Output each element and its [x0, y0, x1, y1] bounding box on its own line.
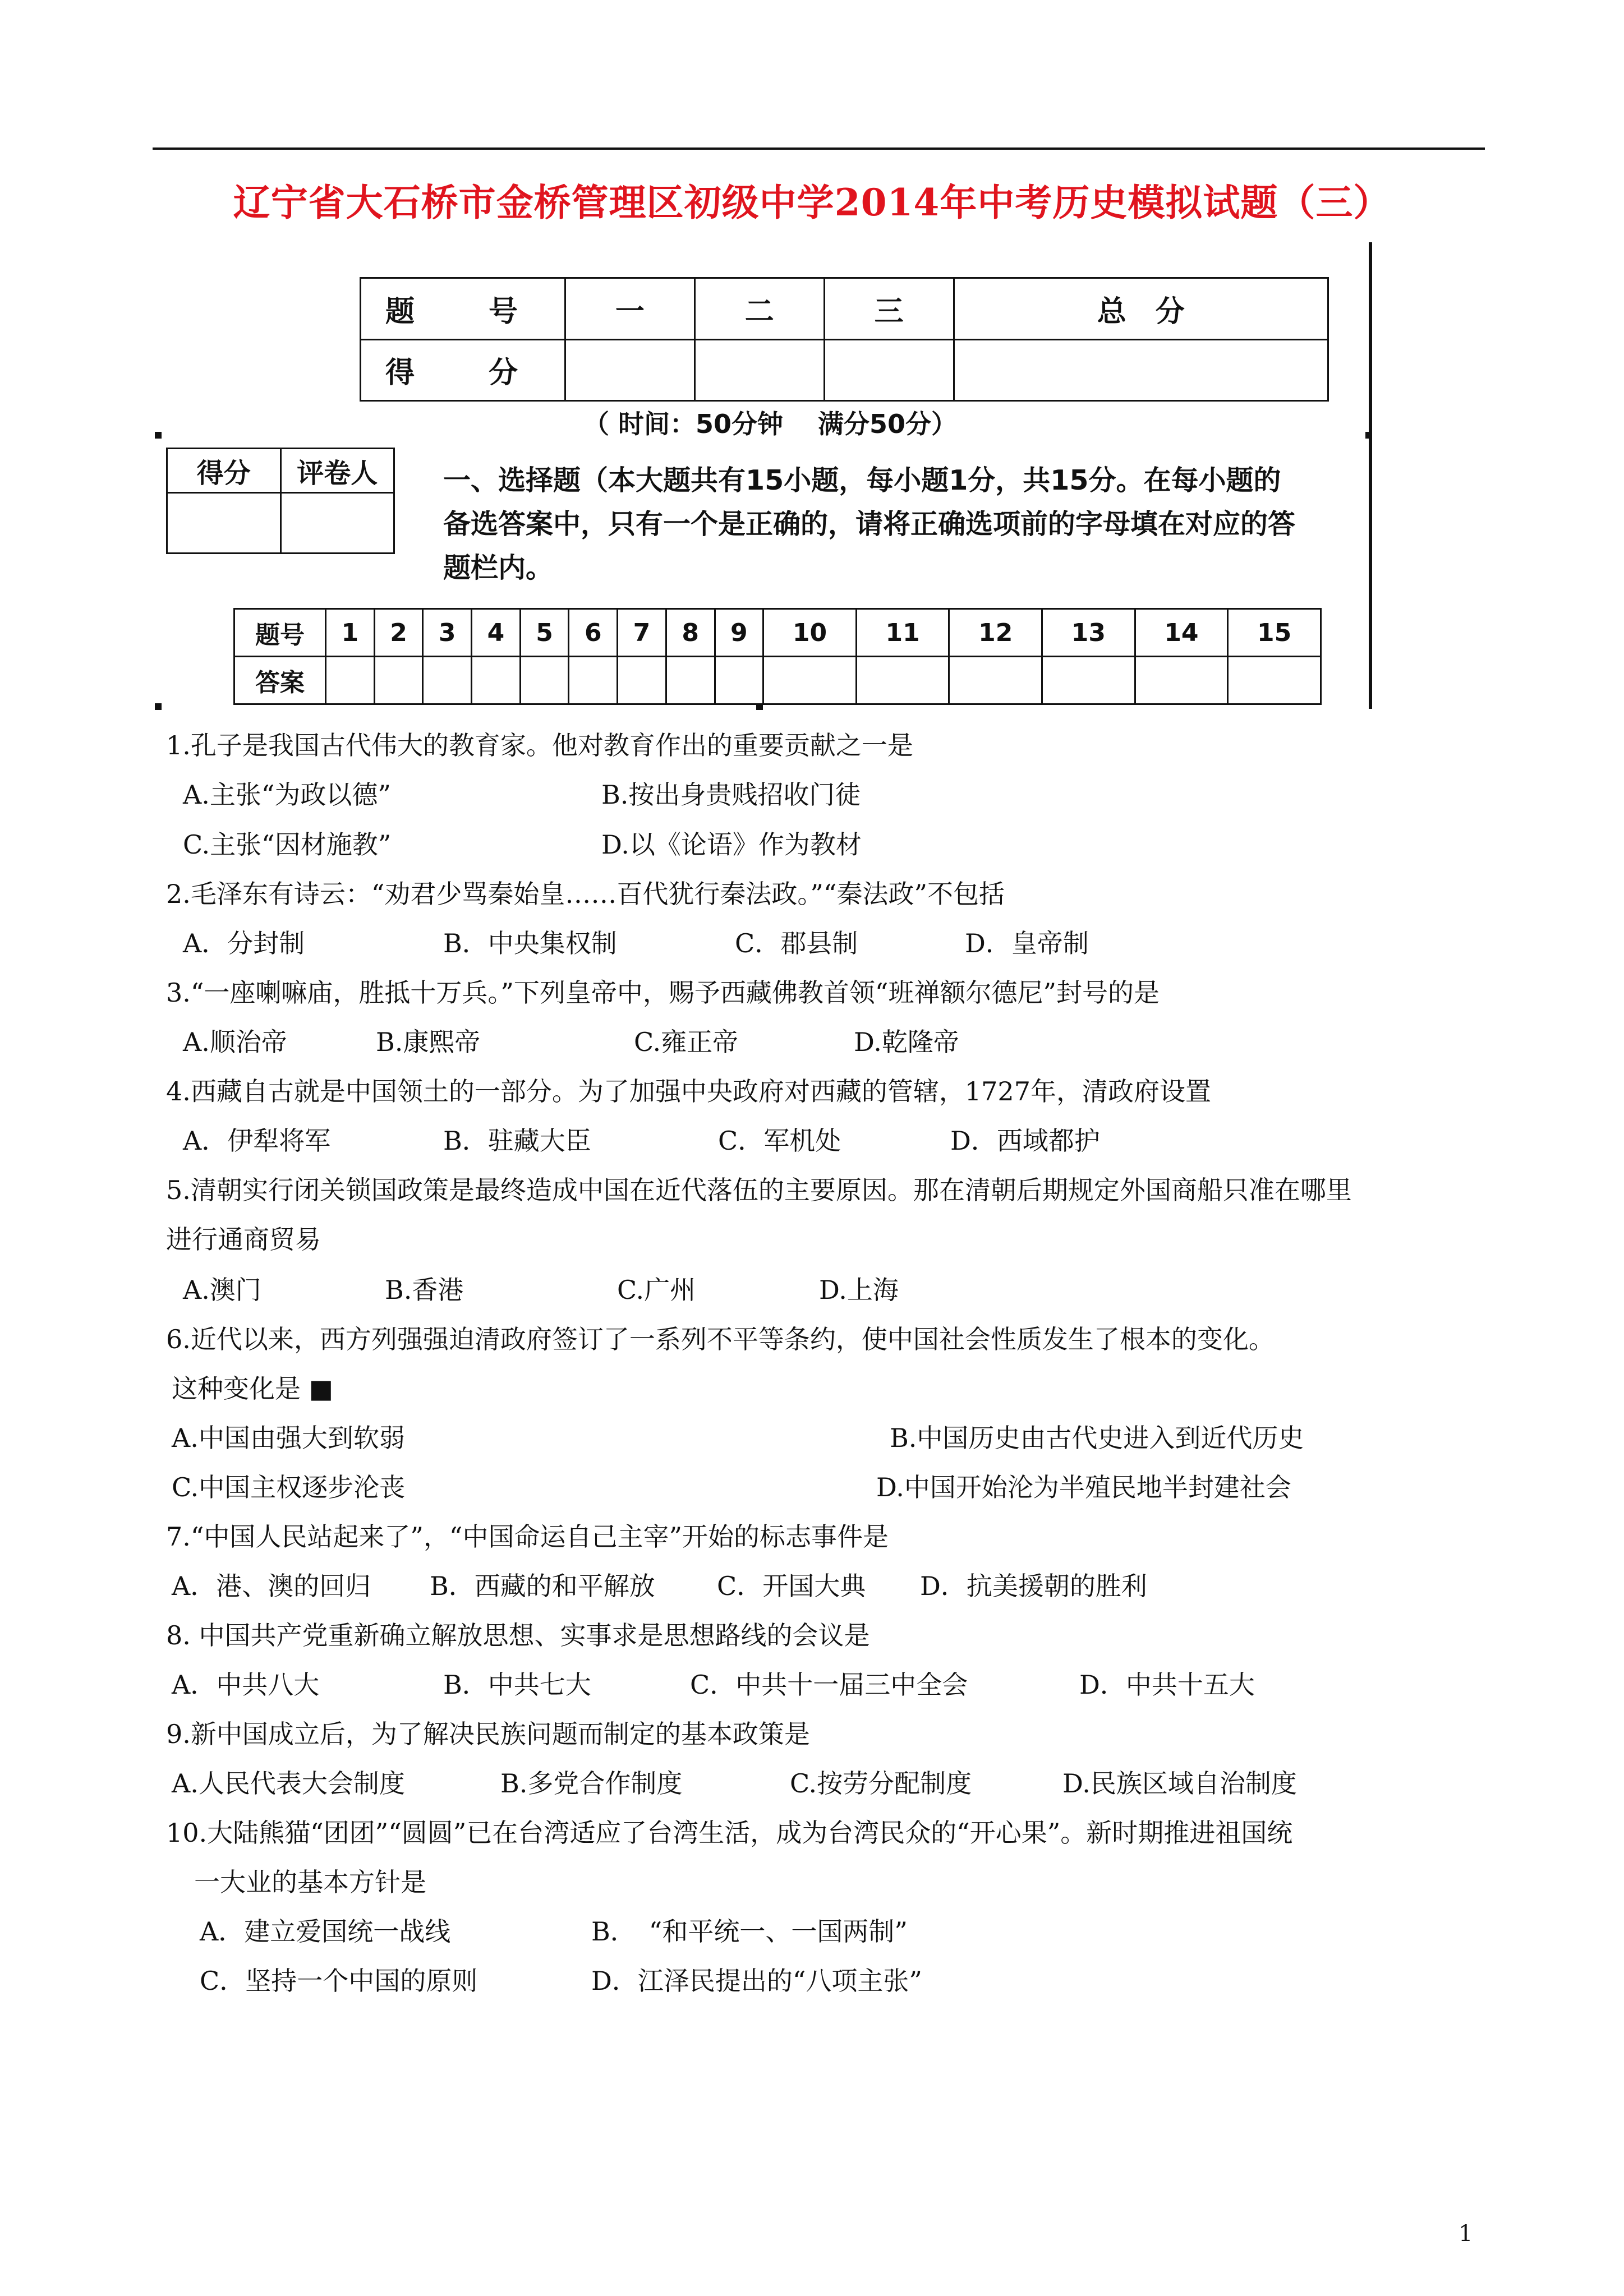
option: A.顺治帝	[183, 1027, 287, 1057]
option: D.以《论语》作为教材	[601, 829, 862, 860]
grader-table	[166, 448, 395, 554]
option: A．港、澳的回归	[172, 1571, 371, 1601]
option: D．抗美援朝的胜利	[920, 1571, 1147, 1601]
option: A．建立爱国统一战线	[200, 1916, 451, 1947]
answer-row-label: 题号	[234, 609, 326, 657]
answer-input-cell[interactable]	[520, 657, 569, 704]
option: A．伊犁将军	[183, 1126, 331, 1156]
option: C.广州	[617, 1275, 696, 1305]
option: B． “和平统一、一国两制”	[591, 1916, 908, 1947]
answer-number-cell: 8	[666, 609, 715, 657]
option: B.中国历史由古代史进入到近代历史	[890, 1423, 1304, 1453]
binding-line	[1369, 242, 1372, 709]
option: A.人民代表大会制度	[172, 1768, 405, 1799]
answer-number-cell: 3	[423, 609, 472, 657]
answer-input-cell[interactable]	[374, 657, 423, 704]
answer-number-cell: 15	[1228, 609, 1321, 657]
option: A.澳门	[183, 1275, 261, 1305]
score-cell[interactable]	[565, 339, 695, 401]
grader-name-header: 评卷人	[280, 449, 394, 493]
option: C.按劳分配制度	[790, 1768, 972, 1799]
score-header-cell: 一	[565, 278, 695, 340]
question-stem: 9.新中国成立后，为了解决民族问题而制定的基本政策是	[166, 1719, 810, 1749]
answer-input-cell[interactable]	[569, 657, 618, 704]
question-stem: 3.“一座喇嘛庙，胜抵十万兵。”下列皇帝中，赐予西藏佛教首领“班禅额尔德尼”封号的是	[166, 978, 1160, 1008]
question-stem: 1.孔子是我国古代伟大的教育家。他对教育作出的重要贡献之一是	[166, 730, 913, 760]
answer-input-cell[interactable]	[423, 657, 472, 704]
answer-input-cell[interactable]	[715, 657, 763, 704]
answer-number-cell: 12	[949, 609, 1042, 657]
option: B.香港	[385, 1275, 464, 1305]
option: B．西藏的和平解放	[430, 1571, 655, 1601]
grader-score-cell[interactable]	[167, 493, 281, 554]
answer-number-cell: 11	[856, 609, 949, 657]
score-row-label: 得 分	[361, 339, 565, 401]
option: D．西域都护	[950, 1126, 1100, 1156]
option: C．坚持一个中国的原则	[200, 1966, 478, 1996]
option: B.按出身贵贱招收门徒	[601, 780, 861, 810]
top-rule	[153, 147, 1485, 150]
answer-input-cell[interactable]	[618, 657, 666, 704]
answer-number-cell: 14	[1135, 609, 1228, 657]
answer-number-cell: 13	[1042, 609, 1135, 657]
option: D.中国开始沦为半殖民地半封建社会	[876, 1472, 1291, 1502]
answer-input-cell[interactable]	[666, 657, 715, 704]
answer-number-cell: 1	[326, 609, 375, 657]
option: B．驻藏大臣	[443, 1126, 591, 1156]
question-stem: 6.近代以来，西方列强强迫清政府签订了一系列不平等条约，使中国社会性质发生了根本的变化。	[166, 1324, 1275, 1354]
question-stem: 2.毛泽东有诗云：“劝君少骂秦始皇……百代犹行秦法政。”“秦法政”不包括	[166, 879, 1005, 909]
answer-input-cell[interactable]	[856, 657, 949, 704]
option: C.中国主权逐步沦丧	[172, 1472, 406, 1502]
score-header-cell: 总 分	[954, 278, 1328, 340]
answer-number-cell: 2	[374, 609, 423, 657]
option: B．中央集权制	[443, 928, 617, 958]
option: B.多党合作制度	[500, 1768, 683, 1799]
option: D.上海	[819, 1275, 899, 1305]
option: C.雍正帝	[634, 1027, 739, 1057]
option: C．中共十一届三中全会	[690, 1670, 968, 1700]
option: B．中共七大	[443, 1670, 591, 1700]
section-title: 一、选择题（本大题共有15小题，每小题1分，共15分。在每小题的备选答案中，只有一个是正确的，请将正确选项前的字母填在对应的答题栏内。	[443, 464, 1296, 584]
option: D.乾隆帝	[854, 1027, 959, 1057]
answer-number-cell: 4	[472, 609, 521, 657]
question-stem-continued: 一大业的基本方针是	[194, 1867, 426, 1897]
question-stem: 8. 中国共产党重新确立解放思想、实事求是思想路线的会议是	[166, 1620, 870, 1650]
answer-input-cell[interactable]	[949, 657, 1042, 704]
question-stem-continued: 这种变化是 ■	[172, 1373, 334, 1404]
answer-input-cell[interactable]	[1042, 657, 1135, 704]
option: C.主张“因材施教”	[183, 829, 392, 860]
option: C．郡县制	[735, 928, 858, 958]
option: A.主张“为政以德”	[183, 780, 391, 810]
answer-number-cell: 7	[618, 609, 666, 657]
score-table	[360, 277, 1329, 402]
option: A．分封制	[183, 928, 305, 958]
answer-input-cell[interactable]	[763, 657, 857, 704]
time-note: （ 时间：50分钟 满分50分）	[583, 409, 958, 439]
question-stem-continued: 进行通商贸易	[166, 1224, 321, 1255]
answer-row-label: 答案	[234, 657, 326, 704]
answer-input-cell[interactable]	[326, 657, 375, 704]
answer-number-cell: 10	[763, 609, 857, 657]
option: D．皇帝制	[965, 928, 1089, 958]
option: D．江泽民提出的“八项主张”	[591, 1966, 922, 1996]
score-header-cell: 二	[694, 278, 824, 340]
score-cell[interactable]	[824, 339, 954, 401]
answer-input-cell[interactable]	[1228, 657, 1321, 704]
answer-number-cell: 9	[715, 609, 763, 657]
question-stem: 4.西藏自古就是中国领土的一部分。为了加强中央政府对西藏的管辖，1727年，清政府设置	[166, 1076, 1211, 1106]
option: A.中国由强大到软弱	[172, 1423, 405, 1453]
score-cell[interactable]	[954, 339, 1328, 401]
score-header-cell: 三	[824, 278, 954, 340]
answer-number-cell: 6	[569, 609, 618, 657]
score-cell[interactable]	[694, 339, 824, 401]
page-number: 1	[1459, 2221, 1473, 2247]
option: C．开国大典	[717, 1571, 866, 1601]
answer-input-cell[interactable]	[1135, 657, 1228, 704]
answer-number-cell: 5	[520, 609, 569, 657]
option: B.康熙帝	[376, 1027, 481, 1057]
question-stem: 10.大陆熊猫“团团”“圆圆”已在台湾适应了台湾生活，成为台湾民众的“开心果”。新时期推进祖国统	[166, 1818, 1293, 1848]
option: D.民族区域自治制度	[1062, 1768, 1297, 1799]
corner-marker	[155, 703, 162, 710]
option: A．中共八大	[172, 1670, 320, 1700]
option: D．中共十五大	[1079, 1670, 1255, 1700]
question-stem: 7.“中国人民站起来了”，“中国命运自己主宰”开始的标志事件是	[166, 1522, 889, 1552]
score-header-cell: 题 号	[361, 278, 565, 340]
grader-name-cell[interactable]	[280, 493, 394, 554]
page-title: 辽宁省大石桥市金桥管理区初级中学2014年中考历史模拟试题（三）	[233, 181, 1391, 224]
corner-marker	[155, 432, 162, 439]
answer-input-cell[interactable]	[472, 657, 521, 704]
grader-score-header: 得分	[167, 449, 281, 493]
option: C．军机处	[718, 1126, 841, 1156]
answer-table	[233, 608, 1322, 705]
question-stem: 5.清朝实行闭关锁国政策是最终造成中国在近代落伍的主要原因。那在清朝后期规定外国商船只准在哪里	[166, 1175, 1352, 1205]
corner-marker	[1365, 432, 1372, 439]
